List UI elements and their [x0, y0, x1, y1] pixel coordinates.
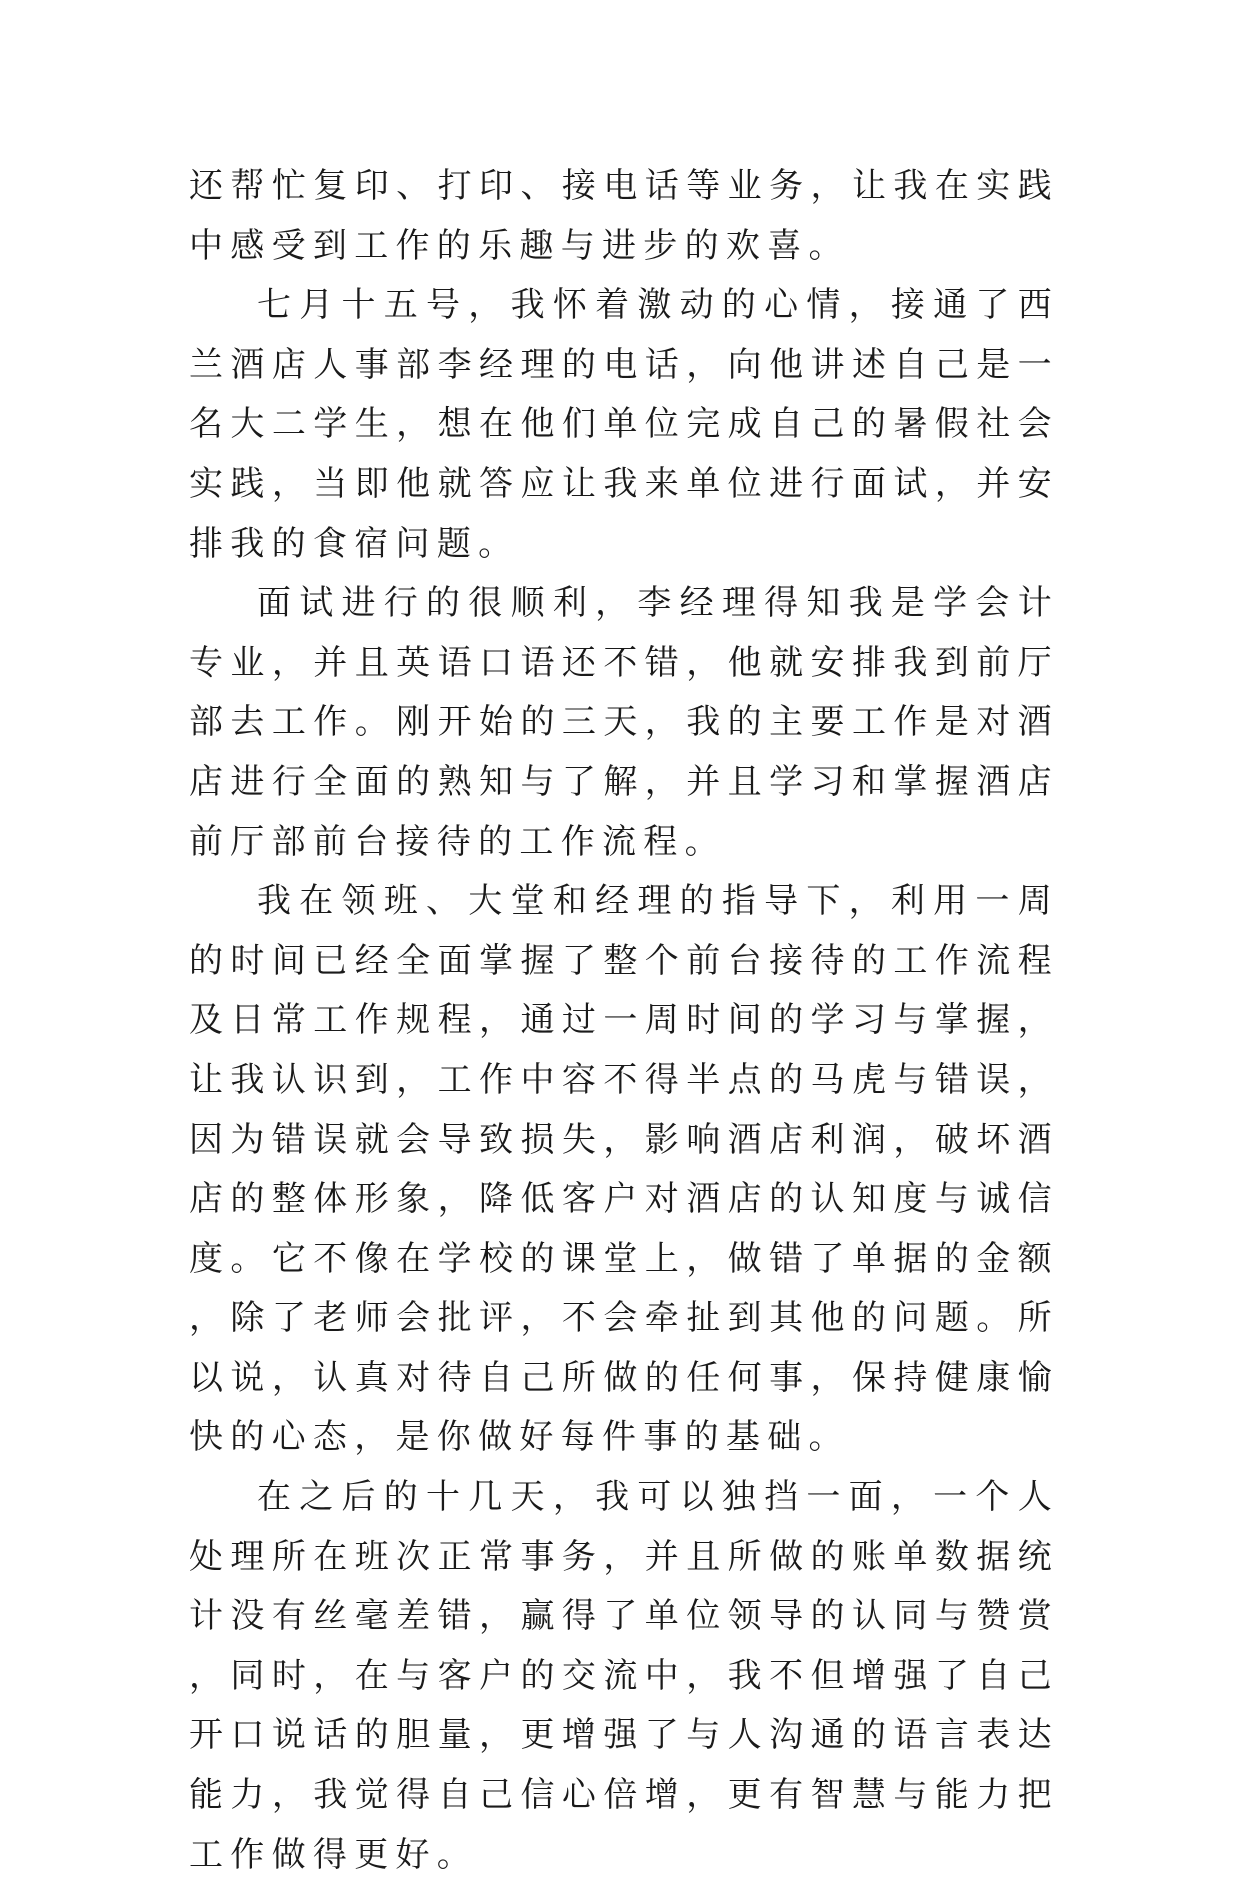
paragraph-interview: 面试进行的很顺利，李经理得知我是学会计专业，并且英语口语还不错，他就安排我到前厅部去工作。刚开始的三天，我的主要工作是对酒店进行全面的熟知与了解，并且学习和掌握酒店前厅部前台接待的工作流程。	[189, 583, 1059, 862]
paragraph-continuation: 还帮忙复印、打印、接电话等业务，让我在实践中感受到工作的乐趣与进步的欢喜。	[189, 166, 1059, 266]
paragraph-growth: 在之后的十几天，我可以独挡一面，一个人处理所在班次正常事务，并且所做的账单数据统计没有丝毫差错，赢得了单位领导的认同与赞赏，同时，在与客户的交流中，我不但增强了自己开口说话的胆量，更增强了与人沟通的语言表达能力，我觉得自己信心倍增，更有智慧与能力把工作做得更好。	[189, 1477, 1059, 1875]
paragraph-training: 我在领班、大堂和经理的指导下，利用一周的时间已经全面掌握了整个前台接待的工作流程及日常工作规程，通过一周时间的学习与掌握，让我认识到，工作中容不得半点的马虎与错误，因为错误就会导致损失，影响酒店利润，破坏酒店的整体形象，降低客户对酒店的认知度与诚信度。它不像在学校的课堂上，做错了单据的金额，除了老师会批评，不会牵扯到其他的问题。所以说，认真对待自己所做的任何事，保持健康愉快的心态，是你做好每件事的基础。	[189, 881, 1059, 1458]
document-body	[189, 157, 1059, 1885]
paragraph-phone-call: 七月十五号，我怀着激动的心情，接通了西兰酒店人事部李经理的电话，向他讲述自己是一名大二学生，想在他们单位完成自己的暑假社会实践，当即他就答应让我来单位进行面试，并安排我的食宿问题。	[189, 285, 1059, 564]
